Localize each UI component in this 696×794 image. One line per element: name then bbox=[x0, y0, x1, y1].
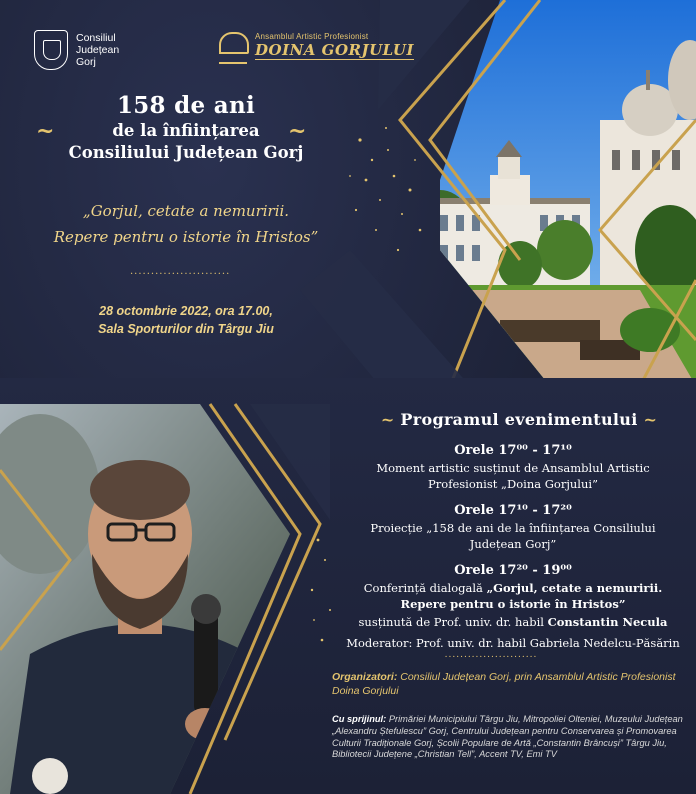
slot-line-text: Conferință dialogală bbox=[363, 581, 487, 595]
speaker-label: susținută de Prof. univ. dr. habil bbox=[358, 615, 548, 629]
slot-line bbox=[330, 580, 696, 596]
ensemble-subtitle: Ansamblul Artistic Profesionist bbox=[255, 32, 369, 41]
slot-description bbox=[330, 460, 696, 492]
tilde-left: ~ bbox=[380, 410, 395, 429]
subtitle-line-1: „Gorjul, cetate a nemuririi. bbox=[82, 202, 290, 220]
program-slot bbox=[330, 442, 696, 492]
conference-title: „Gorjul, cetate a nemuririi. bbox=[486, 581, 663, 595]
event-venue: Sala Sporturilor din Târgu Jiu bbox=[98, 322, 274, 336]
supporters-label: Cu sprijinul: bbox=[332, 714, 387, 724]
event-date: 28 octombrie 2022, ora 17.00, bbox=[99, 304, 273, 318]
organizers bbox=[332, 670, 682, 698]
slot-line: Moment artistic susținut de Ansamblul Artistic bbox=[376, 461, 650, 475]
organizers-label: Organizatori: bbox=[332, 671, 398, 683]
slot-line bbox=[330, 614, 696, 630]
tilde-left: ~ bbox=[36, 118, 55, 144]
title-line-2: de la înființarea bbox=[112, 121, 260, 140]
title-line-1: 158 de ani bbox=[116, 92, 256, 119]
dotted-separator: ........................ bbox=[130, 266, 231, 277]
slot-time: Orele 17²⁰ - 19⁰⁰ bbox=[454, 563, 572, 578]
moderator: Moderator: Prof. univ. dr. habil Gabriela Nedelcu-Păsărin bbox=[346, 636, 680, 650]
slot-line: Proiecție „158 de ani de la înființarea Consiliului bbox=[370, 521, 656, 535]
slot-description bbox=[330, 580, 696, 630]
logo-line-3: Gorj bbox=[76, 56, 96, 68]
program-slot bbox=[330, 502, 696, 552]
ensemble-name: DOINA GORJULUI bbox=[255, 41, 415, 59]
slot-line bbox=[330, 596, 696, 612]
slot-time: Orele 17¹⁰ - 17²⁰ bbox=[454, 503, 572, 518]
slot-line: Județean Gorj” bbox=[469, 537, 557, 551]
slot-time: Orele 17⁰⁰ - 17¹⁰ bbox=[454, 443, 572, 458]
slot-description bbox=[330, 520, 696, 552]
logo-line-1: Consiliul bbox=[76, 32, 116, 44]
subtitle-line-2: Repere pentru o istorie în Hristos” bbox=[53, 228, 319, 246]
organizers-text: Consiliul Județean Gorj, prin Ansamblul Artistic Profesionist Doina Gorjului bbox=[332, 671, 676, 697]
program-title bbox=[342, 410, 696, 429]
title-line-3: Consiliului Județean Gorj bbox=[68, 143, 304, 162]
tilde-right: ~ bbox=[643, 410, 658, 429]
dotted-separator: ........................ bbox=[444, 650, 538, 660]
program-title-text: Programul evenimentului bbox=[400, 410, 638, 429]
logo-line-2: Județean bbox=[76, 44, 120, 56]
tilde-right: ~ bbox=[288, 118, 307, 144]
program-slot bbox=[330, 562, 696, 630]
slot-line: Profesionist „Doina Gorjului” bbox=[428, 477, 598, 491]
conference-title-cont: Repere pentru o istorie în Hristos” bbox=[400, 597, 626, 611]
supporters bbox=[332, 714, 688, 761]
speaker-name: Constantin Necula bbox=[547, 615, 668, 629]
supporters-text: Primăriei Municipiului Târgu Jiu, Mitropoliei Olteniei, Muzeului Județean „Alexandru Ștefulescu” Gorj, Centrului Județean pentru Conservarea și Promovarea Culturii Tradiționale Gorj, Școlii Populare de Artă „Constantin Brâncuși” Târgu Jiu, Bibliotecii Județene „Christian Tell”, Accent TV, Emi TV bbox=[332, 714, 683, 760]
